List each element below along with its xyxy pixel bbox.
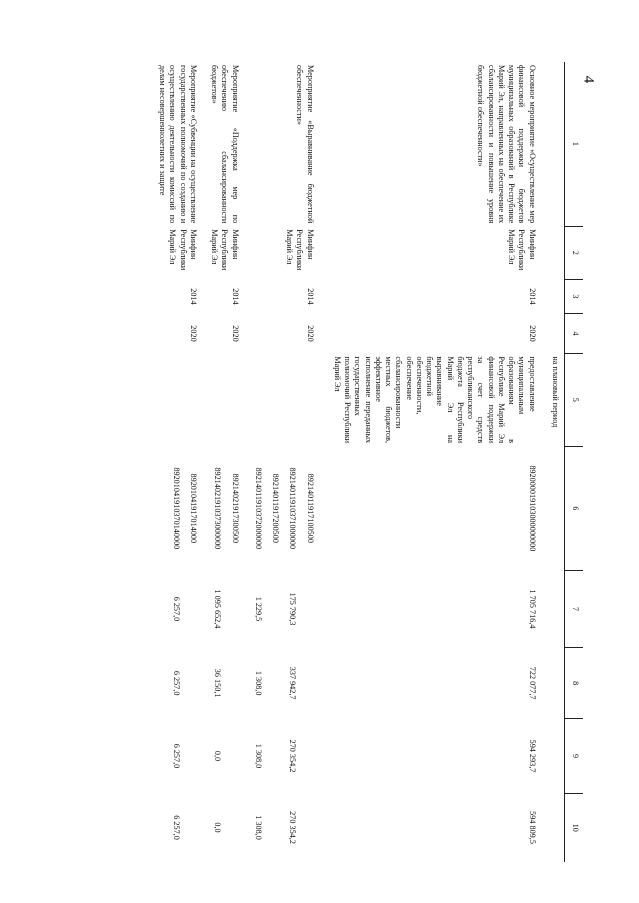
table-cell-c5: предоставление муниципальным образованиям в Республике Марий Эл финансовой поддержки за счет средств республиканского бюджета Республики Марий Эл на выравнивание бюджетной обеспеченности, обеспечение сбалансированности местных бюджетов, эффективное исполнение переданных государственных полномочий Республики Марий Эл [333,356,537,444]
table-cell-c3: 2014 [527,288,537,305]
table-cell-c8 [206,647,250,719]
table-cell-c2: Минфин Республики Марий Эл [285,229,315,271]
amount-value [305,650,315,716]
budget-code: 89214011917200500 [271,473,281,543]
column-header: 5 [565,353,584,446]
table-cell-c2: Минфин Республики Марий Эл [507,229,537,271]
amount-value: 6 257,0 [171,596,181,622]
amount-value: 270 354,2 [288,811,298,844]
amount-value: 0,0 [213,822,223,833]
amount-value: 1 308,0 [254,815,263,840]
table-cell-c10 [250,793,329,862]
budget-code: 89201041917014000 [189,473,198,544]
table-cell-c2: Минфин Республики Марий Эл [210,229,240,271]
amount-value: 594 809,5 [527,811,537,844]
amount-value [270,722,280,790]
column-header: 7 [565,571,584,648]
amount-value [230,722,240,790]
budget-code: 89201041910370140000 [171,467,181,550]
budget-code: 89214021917300500 [230,473,240,544]
column-header: 10 [565,793,584,862]
table-cell-c6 [154,446,206,571]
amount-value: 6 257,0 [171,670,181,696]
amount-value [305,574,315,645]
table-cell-c1: Мероприятие «Поддержка мер по обеспечению сбалансированности бюджетов» [210,65,240,224]
budget-code: 89214011910372000000 [254,467,263,550]
table-cell-c4: 2020 [305,325,315,342]
table-cell-c5 [206,353,250,446]
amount-value: 0,0 [213,750,223,762]
table-cell-c2: Минфин Республики Марий Эл [168,229,198,271]
amount-value: 6 257,0 [171,743,181,769]
table-cell-c9 [250,719,329,793]
table-cell-c10 [154,793,206,862]
table-cell-c6 [547,446,565,571]
budget-table [154,62,583,862]
amount-value: 722 077,7 [527,666,537,700]
table-cell-c8 [547,647,565,719]
table-cell-c10 [547,793,565,862]
amount-value [305,796,315,859]
table-cell-c5 [154,353,206,446]
amount-value [188,722,198,790]
column-header: 4 [565,314,584,354]
column-header: 8 [565,647,584,719]
budget-code: 89214021910373000000 [213,467,223,550]
amount-value: 6 257,0 [171,815,181,840]
table-cell-c9 [547,719,565,793]
amount-value [305,722,315,790]
table-row [547,62,565,862]
table-cell-c7 [206,571,250,648]
table-cell-c9 [154,719,206,793]
amount-value: 1 095 652,4 [213,589,223,629]
amount-value [270,650,280,716]
table-cell-c6 [206,446,250,571]
table-row [154,62,206,862]
amount-value: 1 705 716,4 [527,589,537,629]
budget-code: 892000019103000000000 [527,465,537,552]
table-cell-c1: Мероприятие «Выравнивание бюджетной обеспеченности» [295,65,315,224]
amount-value [270,574,280,645]
table-cell-c9 [329,719,547,793]
amount-value [230,574,240,645]
table-cell-c4: 2020 [189,325,198,342]
table-row [206,62,250,862]
table-cell-c8 [154,647,206,719]
table-cell-c9 [206,719,250,793]
table-cell-c3: 2014 [230,288,240,305]
table-cell-c8 [329,647,547,719]
table-cell-c10 [206,793,250,862]
table-cell-c4 [547,314,565,354]
table-cell-c8 [250,647,329,719]
table-cell-c3: 2014 [189,288,198,305]
table-cell-c7 [329,571,547,648]
table-cell-c3: 2014 [305,288,315,305]
amount-value: 1 229,5 [254,596,263,622]
amount-value: 1 308,0 [254,670,263,696]
table-row [329,62,547,862]
table-cell-c7 [250,571,329,648]
column-header: 2 [565,226,584,279]
table-cell-c6 [329,446,547,571]
table-cell-c5 [250,353,329,446]
table-row [250,62,329,862]
amount-value [230,796,240,859]
column-header: 3 [565,279,584,313]
table-cell-c2 [547,226,565,279]
page-number: 4 [580,75,597,84]
table-cell-c1 [547,62,565,226]
amount-value: 36 150,1 [213,668,223,698]
table-cell-c1: Основное мероприятие «Осуществление мер финансовой поддержки бюджетов муниципальных образований в Республике Марий Эл, направленных на обеспечение их сбалансированности и повышение уровня бюджетной обеспеченности» [476,65,537,224]
column-header: 9 [565,719,584,793]
table-cell-c10 [329,793,547,862]
budget-code: 89214011910371000000 [288,467,298,550]
table-cell-c1: Мероприятие «Субвенции на осуществление государственных полномочий по созданию и осуществлению деятельности комиссий по делам несовершеннолетних и защите [158,65,198,224]
table-header-row [565,62,584,862]
amount-value: 1 308,0 [254,743,263,769]
amount-value: 270 354,2 [288,739,298,773]
table-cell-c5: на плановый период [551,356,560,428]
amount-value [188,796,198,859]
table-cell-c4: 2020 [527,325,537,342]
amount-value [188,574,198,645]
table-cell-c7 [547,571,565,648]
table-cell-c7 [154,571,206,648]
table-cell-c6 [250,446,329,571]
amount-value [270,796,280,859]
amount-value: 337 942,7 [288,666,298,700]
budget-code: 89214011917100500 [305,473,315,543]
amount-value [188,650,198,716]
table-cell-c3 [547,279,565,313]
amount-value: 175 790,3 [288,592,298,626]
amount-value [230,650,240,716]
amount-value: 594 293,7 [527,739,537,773]
column-header: 1 [565,62,584,226]
column-header: 6 [565,446,584,571]
table-cell-c4: 2020 [230,325,240,342]
document-table-rotated [113,62,583,862]
